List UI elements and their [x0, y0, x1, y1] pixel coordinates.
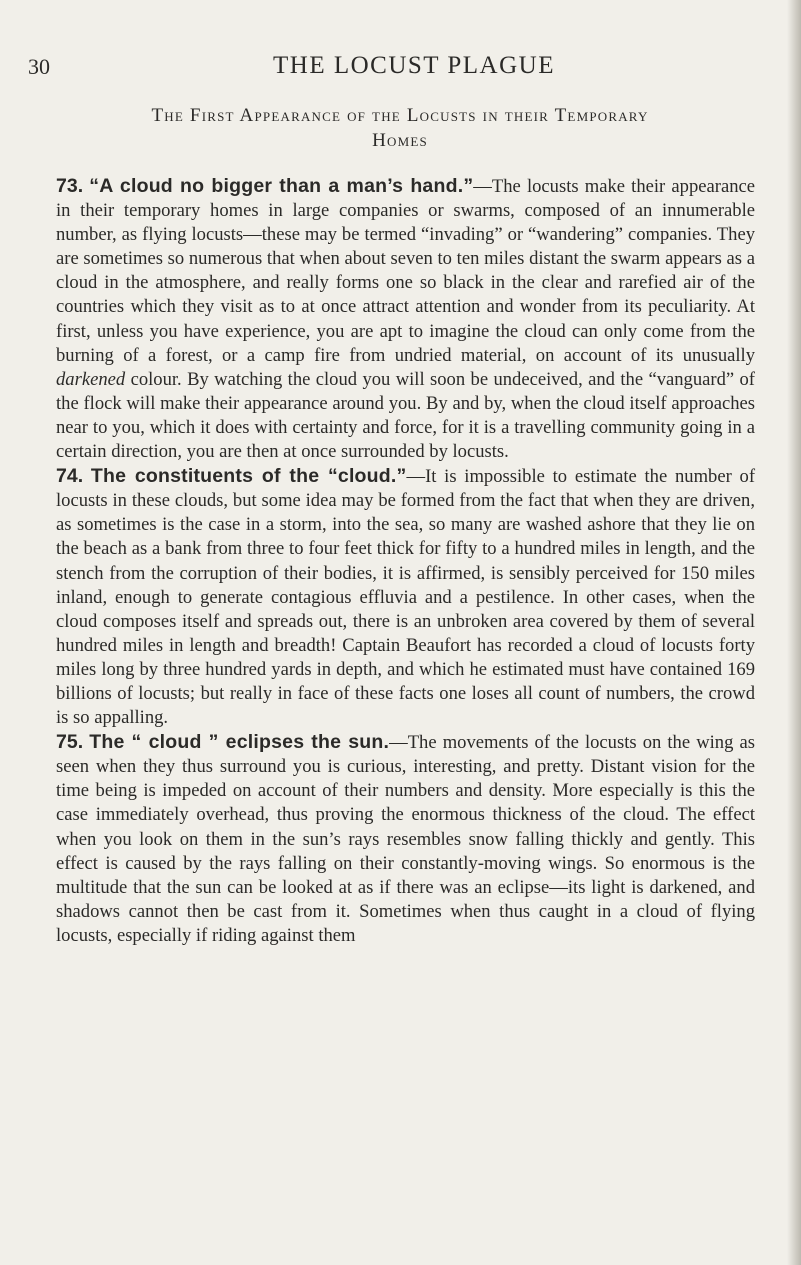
- paragraph-emphasis: darkened: [56, 368, 126, 390]
- paragraph-title: The “ cloud ” eclipses the sun.: [89, 731, 390, 754]
- paragraph-text: —The movements of the locusts on the wing as seen when they thus surround you is curious, interesting, and pretty. Distant vision for the time being is impeded on account of their numbers and density. More especially is this the case immediately overhead, thus proving the enormous thickness of the cloud. The effect when you look on them in the sun’s rays resembles snow falling thickly and gently. This effect is caused by the rays falling on their constantly-moving wings. So enormous is the multitude that the sun can be looked at as if there was an eclipse—its light is darkened, and shadows cannot then be cast from it. Sometimes when thus caught in a cloud of flying locusts, especially if riding against them: [56, 732, 755, 946]
- page-number: 30: [28, 54, 50, 79]
- paragraph-73: [56, 174, 755, 464]
- running-title: THE LOCUST PLAGUE: [273, 52, 555, 79]
- paragraph-text: —The locusts make their appearance in their temporary homes in large companies or swarms, composed of an innumerable number, as flying locusts—these may be termed “invading” or “wandering” companies. They are sometimes so numerous that when about seven to ten miles distant the swarm appears as a cloud in the atmosphere, and really forms one so black in the clear and rarefied air of the countries which they visit as to at once attract attention and wonder from its peculiarity. At first, unless you have experience, you are apt to imagine the cloud can only come from the burning of a forest, or a camp fire from undried material, on account of its unusually: [56, 176, 756, 366]
- paragraph-title: “A cloud no bigger than a man’s hand.”: [89, 175, 474, 197]
- section-heading-line-1: The First Appearance of the Locusts in their Temporary: [151, 105, 649, 126]
- paragraph-title: The constituents of the “cloud.”: [90, 465, 407, 488]
- paragraph-text: —It is impossible to estimate the number of locusts in these clouds, but some idea may be formed from the fact that when they are driven, as sometimes is the case in a storm, into the sea, so many are washed ashore that they lie on the beach as a bank from three to four feet thick for fifty to a hundred miles in length, and the stench from the corruption of their bodies, it is affirmed, is sensibly perceived for 150 miles inland, enough to generate contagious effluvia and a pestilence. In other cases, when the cloud composes itself and spreads out, there is an unbroken area covered by them of several hundred miles in length and breadth! Captain Beaufort has recorded a cloud of locusts forty miles long by three hundred yards in depth, and which he estimated must have contained 169 billions of locusts; but really in face of these facts one loses all count of numbers, the crowd is so appalling.: [56, 466, 756, 729]
- paragraph-number: 73.: [56, 175, 84, 197]
- body-text: [56, 174, 755, 948]
- section-heading: [50, 103, 750, 153]
- paragraph-75: [56, 730, 755, 948]
- page-edge-shadow: [787, 0, 801, 1265]
- section-heading-line-2: Homes: [372, 130, 428, 151]
- running-head: [28, 50, 788, 84]
- paragraph-number: 74.: [56, 465, 84, 488]
- paragraph-number: 75.: [56, 731, 84, 754]
- paragraph-text: colour. By watching the cloud you will soon be undeceived, and the “vanguard” of the flock will make their appearance around you. By and by, when the cloud itself approaches near to you, which it does with certainty and force, for it is a travelling community going in a certain direction, you are then at once surrounded by locusts.: [56, 368, 755, 463]
- paragraph-74: [56, 464, 755, 730]
